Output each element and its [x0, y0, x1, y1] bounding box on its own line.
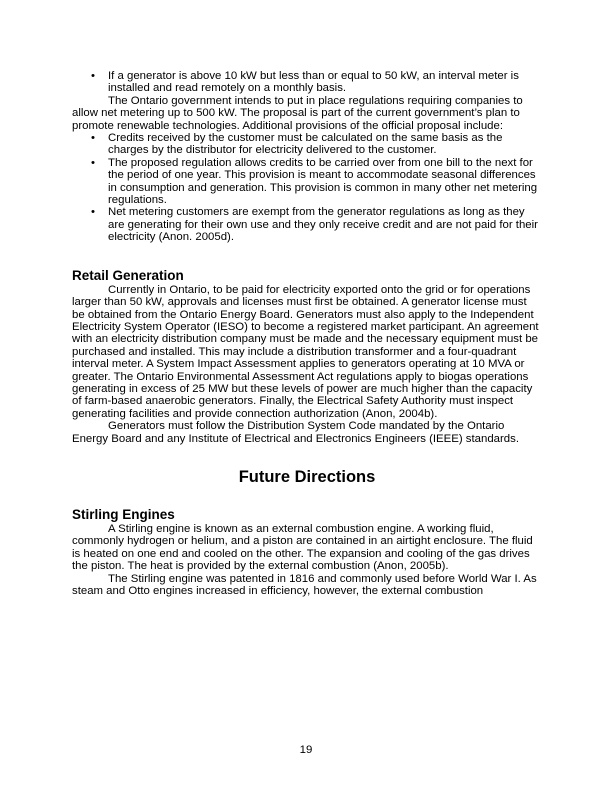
- future-directions-heading: Future Directions: [238, 467, 376, 486]
- list-item: • The proposed regulation allows credits to be carried over from one bill to the next for the period of one year. This provision is meant to accommodate seasonal differences in consumption and generation. This provision is common in many other net metering regulations.: [72, 157, 542, 207]
- top-bullet-list: [72, 70, 542, 95]
- page-number: 19: [299, 744, 313, 756]
- stirling-paragraph-1: A Stirling engine is known as an external combustion engine. A working fluid, commonly hydrogen or helium, and a piston are contained in an airtight enclosure. The fluid is heated on one end and cooled on the other. The expansion and cooling of the gas drives the piston. The heat is provided by the external combustion (Anon, 2005b).: [72, 522, 533, 573]
- list-item: • Net metering customers are exempt from the generator regulations as long as they are generating for their own use and they only receive credit and are not paid for their electricity (Anon. 2005d).: [72, 206, 542, 243]
- list-item: • Credits received by the customer must be calculated on the same basis as the charges by the distributor for electricity delivered to the customer.: [72, 132, 542, 157]
- retail-paragraph-2: Generators must follow the Distribution System Code mandated by the Ontario Energy Board and any Institute of Electrical and Electronics Engineers (IEEE) standards.: [72, 420, 519, 445]
- list-item: • If a generator is above 10 kW but less than or equal to 50 kW, an interval meter is installed and read remotely on a monthly basis.: [72, 70, 542, 95]
- stirling-paragraph-2: The Stirling engine was patented in 1816 and commonly used before World War I. As steam and Otto engines increased in efficiency, however, the external combustion: [72, 572, 537, 597]
- provisions-list: [72, 132, 542, 244]
- retail-generation-heading: Retail Generation: [72, 267, 184, 283]
- stirling-engines-heading: Stirling Engines: [72, 506, 175, 522]
- ontario-proposal-paragraph: The Ontario government intends to put in place regulations requiring companies to allow net metering up to 500 kW. The proposal is part of the current government’s plan to promote renewable technologies. Additional provisions of the official proposal include:: [72, 94, 523, 132]
- retail-paragraph-1: Currently in Ontario, to be paid for electricity exported onto the grid or for operations larger than 50 kW, approvals and licenses must first be obtained. A generator license must be obtained from the Ontario Energy Board. Generators must also apply to the Independent Electricity System Operator (IESO) to become a registered market participant. An agreement with an electricity distribution company must be made and the necessary equipment must be purchased and installed. This may include a distribution transformer and a four-quadrant interval meter. A System Impact Assessment applies to generators operating at 10 MVA or greater. The Ontario Environmental Assessment Act regulations apply to biogas operations generating in excess of 25 MW but these levels of power are much higher than the capacity of farm-based anaerobic generators. Finally, the Electrical Safety Authority must inspect generating facilities and provide connection authorization (Anon, 2004b).: [72, 283, 539, 420]
- document-page: [72, 70, 542, 597]
